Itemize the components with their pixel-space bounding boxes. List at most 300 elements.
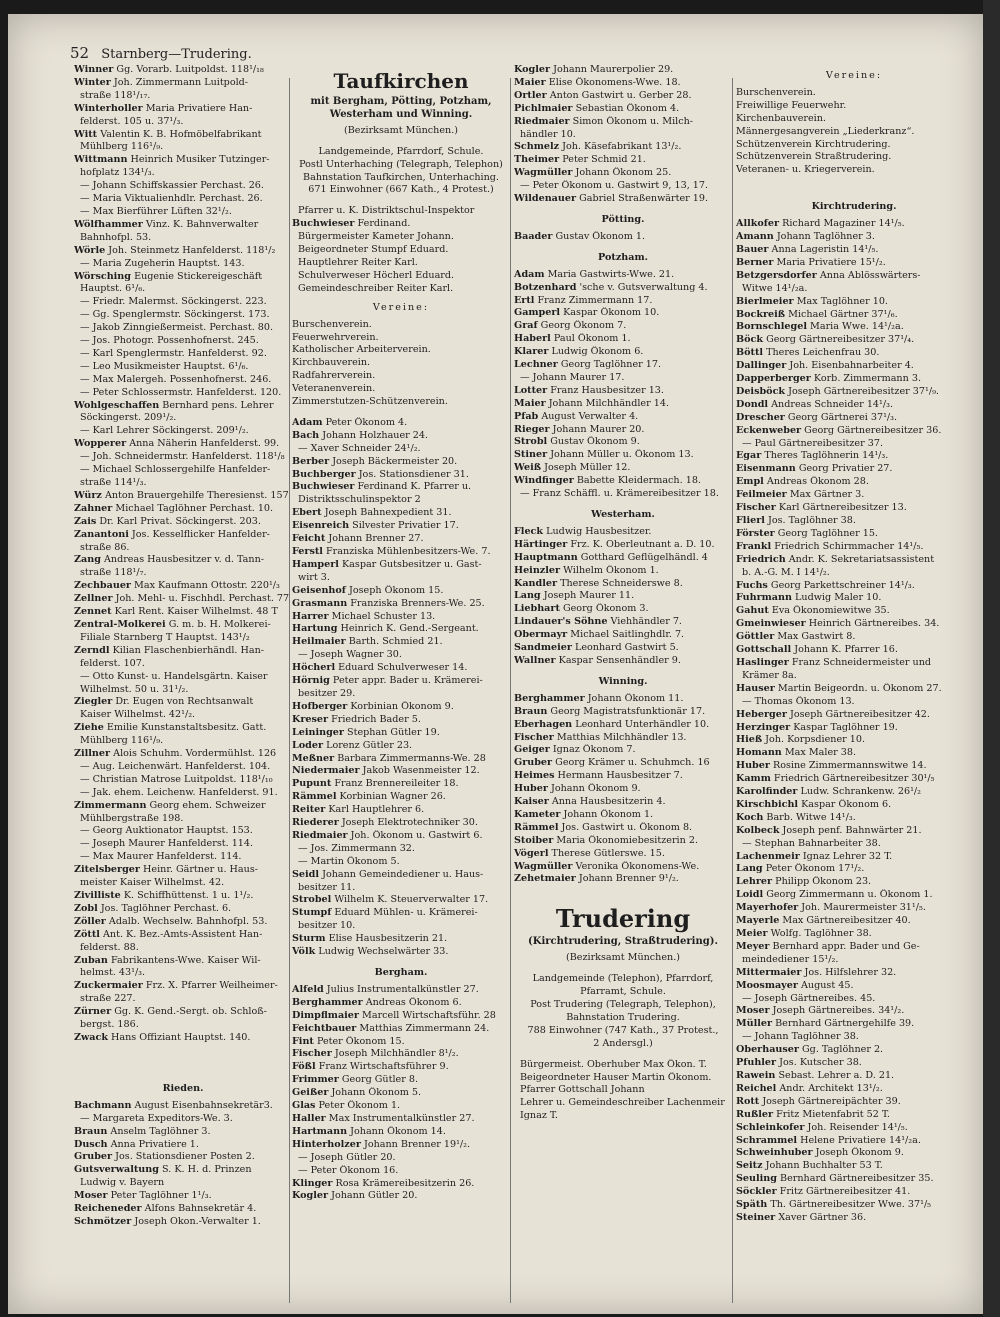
entry-surname: Wörle: [74, 244, 106, 256]
entry-details: Frz. X. Pfarrer Weilheimer-: [145, 980, 278, 992]
directory-entry: [736, 644, 972, 657]
entry-surname: Kirschbichl: [736, 798, 799, 810]
entry-details: händler 10.: [520, 128, 576, 140]
directory-entry: [74, 1032, 292, 1045]
entry-surname: Heilmaier: [292, 636, 346, 648]
directory-entry: [74, 180, 292, 193]
directory-entry: [736, 1122, 972, 1135]
entry-details: August Eisenbahnsekretär3.: [134, 1099, 273, 1111]
directory-entry: [736, 786, 972, 799]
directory-entry: [74, 116, 292, 129]
entry-details: Georg ehem. Schweizer: [149, 799, 266, 811]
entry-details: Joseph Bahnexpedient 31.: [324, 507, 452, 519]
entry-details: Alois Schuhm. Vordermühlst. 126: [113, 748, 277, 760]
directory-entry: [292, 611, 510, 624]
entry-details: — Joseph Maurer Hanfelderst. 114.: [80, 838, 254, 850]
column-rule: [732, 78, 733, 1303]
directory-entry: [292, 546, 510, 559]
entry-surname: Loder: [292, 739, 324, 751]
directory-list: [514, 64, 732, 206]
directory-entry: [736, 580, 972, 593]
entry-surname: Fuchs: [736, 579, 768, 591]
directory-entry: [74, 554, 292, 567]
entry-surname: Zennet: [74, 606, 112, 618]
directory-entry: [736, 799, 972, 812]
entry-surname: Berghammer: [292, 996, 363, 1008]
entry-details: Heinrich Musiker Tutzinger-: [130, 154, 270, 166]
entry-details: Eduard Schulverweser 14.: [338, 662, 468, 674]
entry-surname: Moser: [736, 1005, 770, 1017]
entry-details: Jos. Kutscher 38.: [779, 1057, 862, 1069]
entry-details: Andreas Schneider 14¹/₃.: [771, 398, 893, 410]
entry-surname: Amann: [736, 231, 774, 243]
entry-details: Franz Zimmermann 17.: [537, 294, 653, 306]
entry-details: Wilhelm K. Steuerverwalter 17.: [334, 894, 489, 906]
directory-entry: [514, 655, 732, 668]
directory-list: [292, 417, 510, 959]
entry-details: — Peter Ökonom u. Gastwirt 9, 13, 17.: [520, 180, 709, 192]
entry-details: Distriktsschulinspektor 2: [298, 494, 421, 506]
directory-entry: [514, 642, 732, 655]
directory-entry: [514, 307, 732, 320]
entry-surname: Hieß: [736, 734, 763, 746]
entry-surname: Mittermaier: [736, 966, 802, 978]
entry-details: Filiale Starnberg T Hauptst. 143¹/₂: [80, 631, 250, 643]
entry-details: Johann Gütler 20.: [331, 1190, 418, 1202]
entry-details: Joh. Mehl- u. Fischhdl. Perchast. 77: [115, 593, 290, 605]
entry-surname: Seitz: [736, 1160, 763, 1172]
directory-entry: [74, 129, 292, 142]
directory-entry: [736, 618, 972, 631]
entry-details: Barth. Schmied 21.: [348, 636, 443, 648]
directory-entry: [292, 257, 510, 270]
entry-details: Heinrich K. Gend.-Sergeant.: [340, 623, 479, 635]
directory-entry: [74, 567, 292, 580]
entry-details: Marcell Wirtschaftsführ. 28: [362, 1009, 496, 1021]
directory-entry: [74, 851, 292, 864]
entry-details: Joh. Käsefabrikant 13¹/₂.: [562, 141, 682, 153]
directory-entry: [74, 684, 292, 697]
entry-details: Bernhard pens. Lehrer: [162, 399, 274, 411]
entry-surname: Mayerhofer: [736, 902, 799, 914]
directory-entry: [292, 559, 510, 572]
entry-surname: Huber: [514, 783, 548, 795]
entry-details: Joseph Maurer 11.: [543, 590, 635, 602]
directory-entry: [292, 507, 510, 520]
entry-surname: Friedrich: [736, 553, 786, 565]
directory-entry: [514, 385, 732, 398]
directory-entry: [292, 907, 510, 920]
entry-details: Bürgermeister Kameter Johann.: [298, 231, 454, 243]
directory-list: [514, 693, 732, 887]
entry-details: Barbara Zimmermanns-We. 28: [337, 752, 486, 764]
entry-surname: Lotter: [514, 384, 548, 396]
entry-details: Fritz Mietenfabrit 52 T.: [776, 1108, 890, 1120]
entry-surname: Hartmann: [292, 1125, 348, 1137]
entry-details: Franziska Brenners-We. 25.: [350, 597, 485, 609]
directory-entry: [74, 955, 292, 968]
entry-details: — Jos. Zimmermann 32.: [298, 842, 415, 854]
entry-surname: Söckler: [736, 1186, 777, 1198]
entry-details: Therese Gütlerswe. 15.: [551, 847, 665, 859]
entry-details: Peter Taglöhner 1¹/₃.: [110, 1190, 212, 1202]
directory-entry: [74, 335, 292, 348]
entry-surname: Zillner: [74, 748, 111, 760]
entry-details: Max Gärtnereibesitzer 40.: [782, 915, 911, 927]
entry-details: Beigeordneter Stumpf Eduard.: [298, 244, 449, 256]
entry-details: Helene Privatiere 14¹/₂a.: [800, 1134, 921, 1146]
entry-surname: Zellner: [74, 593, 113, 605]
entry-surname: Heinzler: [514, 564, 561, 576]
entry-details: Sebast. Lehrer a. D. 21.: [778, 1069, 895, 1081]
entry-details: Korb. Zimmermann 3.: [813, 373, 921, 385]
directory-entry: [74, 1113, 292, 1126]
entry-details: Georg Zimmermann u. Ökonom 1.: [766, 889, 933, 901]
entry-details: Joseph Ökonom 9.: [815, 1147, 904, 1159]
text-line: Bahnstation Taufkirchen, Unterhaching.: [303, 171, 499, 183]
entry-surname: Eisenmann: [736, 463, 796, 475]
entry-surname: Schleinkofer: [736, 1121, 805, 1133]
directory-entry: [292, 920, 510, 933]
text-line: Katholischer Arbeiterverein.: [292, 344, 431, 356]
entry-surname: Fößl: [292, 1061, 316, 1073]
directory-entry: [736, 1135, 972, 1148]
entry-surname: Göttler: [736, 631, 775, 643]
entry-surname: Ferstl: [292, 546, 323, 557]
entry-surname: Winter: [74, 76, 111, 88]
entry-surname: Frimmer: [292, 1074, 339, 1086]
entry-surname: Meyer: [736, 940, 770, 952]
entry-surname: Maier: [514, 76, 546, 88]
directory-list: [514, 526, 732, 668]
entry-details: Anna Privatiere 1.: [110, 1138, 199, 1150]
text-line: Freiwillige Feuerwehr.: [736, 99, 847, 111]
entry-details: Andr. K. Sekretariatsassistent: [788, 553, 935, 565]
entry-details: straße 118¹/₁₇.: [80, 89, 151, 101]
text-line: 671 Einwohner (667 Kath., 4 Protest.): [308, 184, 494, 196]
directory-entry: [514, 539, 732, 552]
directory-entry: [292, 205, 510, 218]
entry-surname: Huber: [736, 760, 770, 772]
entry-details: Therese Schneiderswe 8.: [560, 577, 683, 589]
entry-details: Johann Ökonom 11.: [587, 692, 684, 704]
directory-entry: [292, 778, 510, 791]
entry-details: Georg Ökonom 7.: [540, 320, 627, 332]
entry-surname: Hamperl: [292, 558, 339, 570]
entry-details: Matthias Zimmermann 24.: [359, 1022, 490, 1034]
directory-entry: [736, 876, 972, 889]
entry-surname: Pfab: [514, 410, 539, 422]
entry-details: Peter Ökonom 1.: [318, 1100, 401, 1112]
entry-details: Jos. Kesselflicker Hanfelder-: [131, 528, 270, 540]
entry-details: Hauptlehrer Reiter Karl.: [298, 256, 418, 268]
entry-details: Georg Krämer u. Schuhmch. 16: [555, 757, 710, 769]
entry-surname: Feichtbauer: [292, 1022, 357, 1034]
directory-entry: [74, 90, 292, 103]
entry-surname: Berghammer: [514, 692, 585, 704]
entry-surname: Gottschall: [736, 644, 792, 656]
directory-entry: [292, 882, 510, 895]
directory-entry: [292, 843, 510, 856]
entry-details: Ant. K. Bez.-Amts-Assistent Han-: [102, 928, 263, 940]
entry-surname: Bach: [292, 429, 320, 441]
entry-details: Joseph Gärtnereibesitzer 37¹/₉.: [788, 385, 939, 397]
directory-entry: [514, 282, 732, 295]
entry-details: — Joseph Gütler 20.: [298, 1151, 396, 1163]
directory-entry: [514, 269, 732, 282]
entry-details: — Johann Taglöhner 38.: [742, 1031, 859, 1043]
entry-surname: Rußler: [736, 1108, 774, 1120]
entry-details: Bernhard appr. Bader und Ge-: [772, 940, 920, 952]
directory-entry: [736, 1212, 972, 1225]
entry-details: Georg Gärtnerei 37¹/₃.: [787, 411, 898, 423]
directory-entry: [514, 796, 732, 809]
entry-surname: Baader: [514, 230, 553, 242]
directory-entry: [514, 1110, 732, 1123]
entry-surname: Gamperl: [514, 307, 561, 319]
vereine-heading: Vereine:: [825, 70, 883, 81]
entry-surname: Stumpf: [292, 907, 332, 919]
directory-entry: [292, 1113, 510, 1126]
directory-entry: [292, 894, 510, 907]
entry-details: Anna Hausbesitzerin 4.: [551, 796, 666, 808]
entry-surname: Eisenreich: [292, 520, 350, 532]
entry-details: Krämer 8a.: [742, 669, 797, 681]
entry-details: Joh. Eisenbahnarbeiter 4.: [789, 360, 914, 372]
entry-surname: Müller: [736, 1018, 773, 1030]
text-line: Landgemeinde (Telephon), Pfarrdorf,: [532, 973, 714, 985]
entry-details: Joseph Bäckermeister 20.: [332, 455, 458, 467]
entry-surname: Hauser: [736, 682, 775, 694]
entry-details: Anton Gastwirt u. Gerber 28.: [549, 89, 692, 101]
directory-entry: [292, 1010, 510, 1023]
directory-entry: [74, 1151, 292, 1164]
directory-entry: [74, 980, 292, 993]
entry-details: Beigeordneter Hauser Martin Ökonom.: [520, 1071, 712, 1083]
directory-entry: [292, 791, 510, 804]
directory-entry: [514, 372, 732, 385]
text-line: Kirchbauverein.: [292, 357, 371, 369]
entry-details: Karl Rent. Kaiser Wilhelmst. 48 T: [114, 606, 278, 618]
directory-entry: [74, 929, 292, 942]
entry-details: Georg Gütler 8.: [341, 1074, 419, 1086]
entry-details: Andreas Ökonom 28.: [766, 476, 869, 488]
entry-details: Jos. Taglöhner Perchast. 6.: [100, 902, 232, 914]
entry-details: — Max Maurer Hanfelderst. 114.: [80, 851, 242, 863]
entry-details: — Jak. ehem. Leichenw. Hanfelderst. 91.: [80, 786, 278, 798]
directory-entry: [74, 593, 292, 606]
entry-surname: Adam: [514, 268, 545, 280]
entry-surname: Riedmaier: [514, 115, 570, 127]
directory-entry: [736, 528, 972, 541]
directory-entry: [736, 386, 972, 399]
entry-surname: Weiß: [514, 462, 542, 474]
directory-entry: [292, 572, 510, 585]
directory-entry: [736, 1083, 972, 1096]
entry-surname: Braun: [74, 1125, 108, 1137]
entry-surname: Härtinger: [514, 538, 568, 550]
entry-surname: Alfeld: [292, 983, 324, 995]
directory-entry: [736, 502, 972, 515]
text-line: Zimmerstutzen-Schützenverein.: [292, 396, 448, 408]
directory-entry: [74, 1164, 292, 1177]
directory-entry: [74, 903, 292, 916]
text-line: Feuerwehrverein.: [292, 331, 379, 343]
entry-details: Mühlberg 116¹/₉.: [80, 735, 164, 747]
directory-entry: [74, 206, 292, 219]
entry-surname: Kamm: [736, 773, 771, 785]
entry-surname: Sturm: [292, 933, 326, 945]
entry-surname: Betzgersdorfer: [736, 269, 817, 281]
directory-entry: [292, 856, 510, 869]
entry-details: Anna Näherin Hanfelderst. 99.: [129, 438, 280, 450]
directory-entry: [292, 1023, 510, 1036]
entry-details: Joseph Gärtnereibesitzer 42.: [789, 708, 930, 720]
directory-list: [514, 231, 732, 244]
directory-entry: [74, 658, 292, 671]
entry-details: helmst. 43¹/₃.: [80, 967, 146, 979]
entry-details: Joseph Milchhändler 8¹/₂.: [334, 1048, 459, 1060]
entry-surname: Botzenhard: [514, 281, 577, 293]
directory-entry: [292, 456, 510, 469]
entry-details: Fabrikantens-Wwe. Kaiser Wil-: [110, 954, 261, 966]
directory-entry: [736, 476, 972, 489]
directory-entry: [292, 1061, 510, 1074]
entry-details: Hauptst. 6¹/₆.: [80, 283, 146, 295]
directory-entry: [736, 554, 972, 567]
entry-details: Michael Gärtner 37¹/₆.: [788, 308, 898, 320]
entry-details: Xaver Gärtner 36.: [778, 1211, 867, 1223]
entry-surname: Zöttl: [74, 928, 100, 940]
entry-details: Joseph Okon.-Verwalter 1.: [134, 1215, 261, 1227]
entry-details: — Jos. Photogr. Possenhofnerst. 245.: [80, 335, 259, 347]
directory-entry: [736, 334, 972, 347]
directory-entry: [292, 598, 510, 611]
directory-entry: [74, 709, 292, 722]
directory-entry: [736, 515, 972, 528]
entry-details: Georg Magistratsfunktionär 17.: [550, 705, 706, 717]
municipality-info: [514, 973, 732, 1050]
directory-entry: [292, 520, 510, 533]
entry-details: Max Kaufmann Ottostr. 220¹/₃: [134, 580, 280, 592]
page-number: 52: [70, 44, 90, 62]
directory-entry: [292, 753, 510, 766]
entry-details: Michael Schuster 13.: [331, 610, 436, 622]
page-header: [70, 44, 252, 62]
entry-details: Kaspar Ökonom 10.: [563, 307, 660, 319]
entry-surname: Dallinger: [736, 360, 787, 372]
entry-details: Gg. Taglöhner 2.: [802, 1044, 884, 1056]
entry-surname: Riedmaier: [292, 829, 348, 841]
district-note: (Bezirksamt München.): [565, 952, 681, 964]
directory-entry: [292, 1139, 510, 1152]
directory-entry: [736, 657, 972, 670]
entry-surname: Schweinhuber: [736, 1147, 813, 1159]
directory-entry: [736, 309, 972, 322]
entry-details: Bernhard Gärtnereibesitzer 35.: [780, 1173, 934, 1185]
entry-surname: Gruber: [514, 757, 553, 769]
directory-entry: [514, 873, 732, 886]
directory-entry: [74, 542, 292, 555]
directory-entry: [292, 1048, 510, 1061]
entry-details: Maria Privatiere Han-: [145, 102, 253, 114]
entry-surname: Lechner: [514, 359, 558, 371]
entry-surname: Berner: [736, 256, 774, 268]
directory-entry: [292, 869, 510, 882]
directory-entry: [74, 1216, 292, 1229]
column-1: [74, 64, 292, 1229]
entry-surname: Meier: [736, 928, 768, 939]
entry-details: — Johann Schiffskassier Perchast. 26.: [80, 180, 264, 192]
entry-surname: Ortler: [514, 89, 547, 101]
entry-details: Johann Maurerpolier 29.: [553, 64, 674, 75]
entry-details: Bürgermeist. Oberhuber Max Ökon. T.: [520, 1058, 707, 1070]
directory-entry: [74, 967, 292, 980]
entry-surname: Egar: [736, 450, 762, 462]
entry-details: Johann Holzhauer 24.: [322, 429, 429, 441]
entry-surname: Grasmann: [292, 597, 348, 609]
directory-entry: [74, 374, 292, 387]
entry-surname: Wörsching: [74, 270, 131, 282]
entry-details: — Joh. Schneidermstr. Hanfelderst. 118¹/₈: [80, 451, 285, 463]
entry-details: meister Kaiser Wilhelmst. 42.: [80, 877, 225, 889]
entry-surname: Lang: [736, 863, 763, 875]
entry-details: Julius Instrumentalkünstler 27.: [326, 983, 479, 995]
directory-entry: [514, 141, 732, 154]
entry-surname: Dusch: [74, 1138, 108, 1150]
entry-details: Jos. Stationsdiener 31.: [358, 468, 469, 480]
entry-surname: Zentral-Molkerei: [74, 618, 166, 630]
entry-details: Franz Schneidermeister und: [791, 656, 932, 668]
directory-entry: [292, 283, 510, 296]
entry-details: Kaspar Sensenhändler 9.: [558, 654, 681, 666]
directory-entry: [736, 1186, 972, 1199]
directory-entry: [514, 616, 732, 629]
entry-details: Johann Ökonom 14.: [350, 1125, 446, 1137]
directory-entry: [736, 360, 972, 373]
entry-surname: Kolbeck: [736, 824, 780, 836]
vereine-heading: Vereine:: [372, 301, 430, 313]
section-title-taufkirchen: Taufkirchen: [333, 69, 469, 93]
entry-surname: Klinger: [292, 1177, 333, 1189]
entry-surname: Witt: [74, 128, 98, 140]
entry-details: — Xaver Schneider 24¹/₂.: [298, 442, 421, 454]
directory-entry: [292, 984, 510, 997]
entry-surname: Buchberger: [292, 468, 356, 480]
entry-surname: Zimmermann: [74, 799, 147, 811]
directory-entry: [514, 1059, 732, 1072]
entry-details: Elise Hausbesitzerin 21.: [328, 933, 448, 945]
text-line: Postl Unterhaching (Telegraph, Telephon): [299, 158, 503, 170]
entry-details: Johann Maurer 20.: [552, 423, 645, 435]
entry-surname: Hinterholzer: [292, 1138, 361, 1150]
directory-entry: [514, 1097, 732, 1110]
entry-details: — Peter Ökonom 16.: [298, 1164, 399, 1176]
text-line: 2 Andersgl.): [593, 1037, 653, 1049]
entry-details: Bernhard Gärtnergehilfe 39.: [775, 1018, 915, 1030]
directory-entry: [74, 1100, 292, 1113]
entry-surname: Schrammel: [736, 1134, 798, 1146]
entry-surname: Fuhrmann: [736, 592, 792, 604]
entry-surname: Fleck: [514, 525, 544, 537]
directory-entry: [292, 1074, 510, 1087]
directory-list: [74, 64, 292, 1045]
entry-details: Johann Taglöhner 3.: [776, 231, 875, 243]
entry-details: straße 86.: [80, 541, 130, 553]
document-page: [8, 14, 983, 1314]
entry-details: Kaspar Gutsbesitzer u. Gast-: [342, 558, 482, 570]
entry-details: Andreas Hausbesitzer v. d. Tann-: [103, 554, 264, 566]
